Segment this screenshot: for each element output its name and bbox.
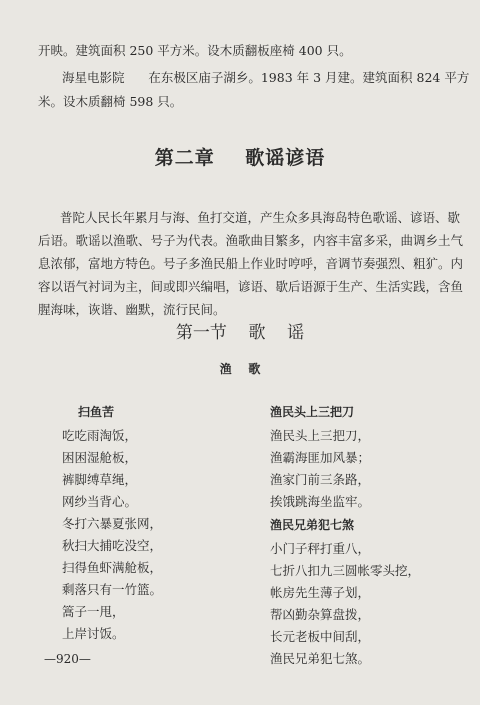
top-line-1: 开映。建筑面积 250 平方米。设木质翻板座椅 400 只。: [38, 43, 352, 58]
subsection-title: 渔 歌: [219, 362, 261, 376]
song-line: 吃吃雨淘饭，: [62, 428, 138, 443]
song-line: 剩落只有一竹篮。: [62, 582, 163, 597]
song-title: 扫鱼苦: [78, 405, 115, 419]
song-line: 小门子秤打重八，: [270, 541, 371, 556]
song-line: 渔霸海匪加风暴；: [270, 450, 371, 465]
song-line: 渔民头上三把刀，: [270, 428, 371, 443]
song-title: 渔民头上三把刀: [270, 405, 355, 419]
intro-line-3: 息浓郁，富地方特色。号子多渔民船上作业时哼呼，音调节奏强烈、粗犷。内: [38, 256, 464, 271]
song-line: 帐房先生薄子划，: [270, 585, 371, 600]
song-line: 渔民兄弟犯七煞。: [270, 651, 371, 666]
song-line: 长元老板中间刮，: [270, 629, 371, 644]
intro-line-2: 后语。歌谣以渔歌、号子为代表。渔歌曲目繁多，内容丰富多采，曲调乡土气: [38, 233, 464, 248]
song-line: 困困湿舱板，: [62, 450, 138, 465]
song-line: 七折八扣九三圆帐零头挖，: [270, 563, 421, 578]
section-title: 第一节 歌 谣: [175, 323, 305, 343]
intro-line-5: 腥海味，诙谐、幽默，流行民间。: [38, 302, 226, 317]
song-line: 挨饿跳海坐监牢。: [270, 494, 371, 509]
intro-line-4: 容以语气衬词为主，间或即兴编唱，谚语、歇后语源于生产、生活实践，含鱼: [38, 279, 464, 294]
song-line: 裤脚缚草绳，: [62, 472, 138, 487]
song-line: 帮凶勤杂算盘拨，: [270, 607, 371, 622]
song-line: 上岸讨饭。: [62, 626, 125, 641]
song-title: 渔民兄弟犯七煞: [270, 518, 355, 532]
song-line: 秋扫大捕吃没空，: [62, 538, 163, 553]
chapter-title: 第二章 歌谣谚语: [154, 147, 326, 169]
page-number: —920—: [44, 652, 91, 666]
song-line: 渔家门前三条路，: [270, 472, 371, 487]
song-line: 网纱当背心。: [62, 494, 138, 509]
song-line: 篙子一甩，: [62, 604, 125, 619]
top-line-2: 海星电影院 在东极区庙子湖乡。1983 年 3 月建。建筑面积 824 平方: [62, 70, 470, 85]
song-line: 扫得鱼虾满舱板，: [62, 560, 163, 575]
song-line: 冬打六暴夏张网，: [62, 516, 163, 531]
top-line-3: 米。设木质翻椅 598 只。: [38, 94, 183, 109]
intro-line-1: 普陀人民长年累月与海、鱼打交道，产生众多具海岛特色歌谣、谚语、歇: [60, 210, 461, 225]
